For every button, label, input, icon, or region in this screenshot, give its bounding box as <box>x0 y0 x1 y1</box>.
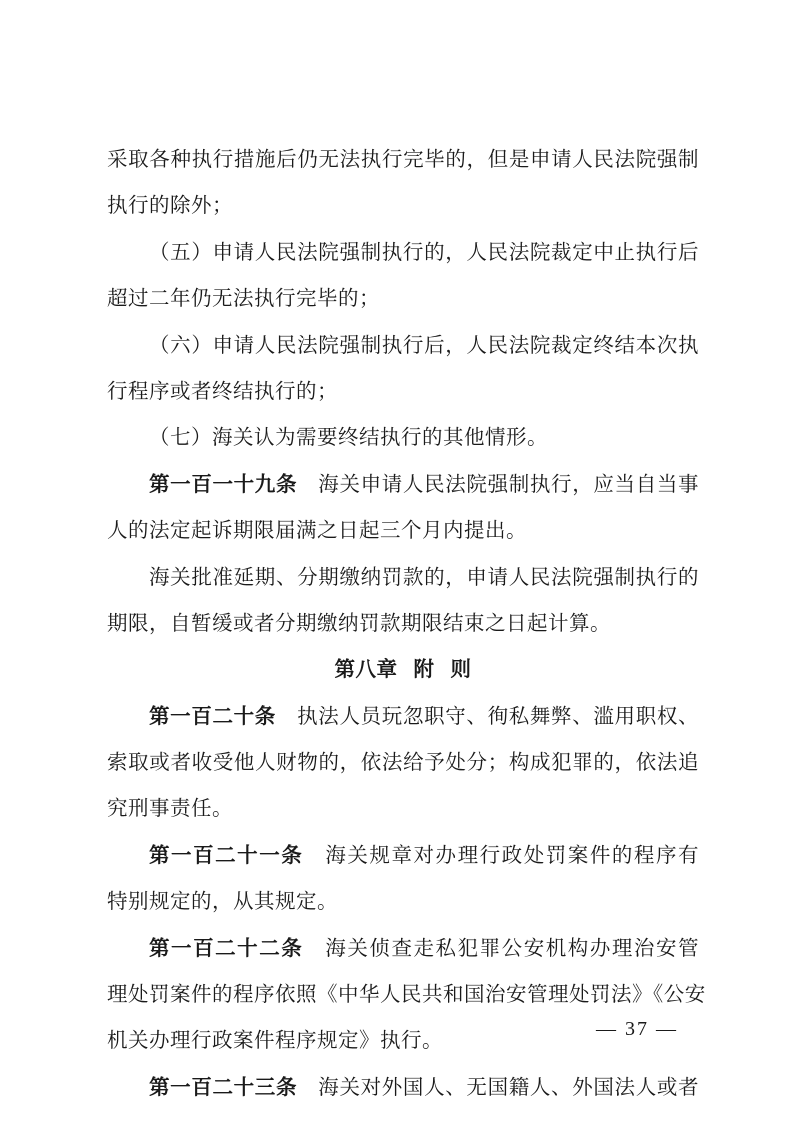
article-number: 第一百二十一条 <box>149 842 304 867</box>
text-line <box>107 554 699 600</box>
text-line <box>107 507 699 553</box>
line-text: （六）申请人民法院强制执行后，人民法院裁定终结本次执 <box>149 332 699 357</box>
line-text: （七）海关认为需要终结执行的其他情形。 <box>149 425 548 450</box>
text-line <box>107 368 699 414</box>
article-line <box>107 925 699 971</box>
text-line <box>107 739 699 785</box>
text-line <box>107 275 699 321</box>
text-line <box>107 600 699 646</box>
line-text: 期限，自暂缓或者分期缴纳罚款期限结束之日起计算。 <box>107 610 611 635</box>
line-text: 特别规定的，从其规定。 <box>107 889 338 914</box>
article-line <box>107 1064 699 1110</box>
text-line <box>107 136 699 182</box>
line-text: 海关侦查走私犯罪公安机构办理治安管 <box>325 935 700 960</box>
text-line <box>107 971 706 1017</box>
article-line <box>107 461 699 507</box>
text-line <box>107 322 699 368</box>
text-line <box>107 785 699 831</box>
text-line <box>107 414 699 460</box>
line-text: 究刑事责任。 <box>107 796 233 821</box>
line-text: 采取各种执行措施后仍无法执行完毕的，但是申请人民法院强制 <box>107 147 699 171</box>
line-text: 机关办理行政案件程序规定》执行。 <box>107 1028 443 1053</box>
text-line <box>107 878 699 924</box>
page-number: — 37 — <box>596 1018 678 1040</box>
heading-part: 第八章 <box>334 657 398 682</box>
line-text: 行程序或者终结执行的； <box>107 378 338 403</box>
heading-part: 附 <box>413 657 435 682</box>
article-number: 第一百一十九条 <box>149 471 298 496</box>
line-text: 索取或者收受他人财物的，依法给予处分；构成犯罪的，依法追 <box>107 750 699 775</box>
article-number: 第一百二十二条 <box>149 935 304 960</box>
line-text: 海关规章对办理行政处罚案件的程序有 <box>325 842 700 867</box>
text-line <box>107 229 699 275</box>
article-line <box>107 832 699 878</box>
article-line <box>107 693 699 739</box>
line-text: 执行的除外； <box>107 193 233 218</box>
line-text: 理处罚案件的程序依照《中华人民共和国治安管理处罚法》《公安 <box>107 982 706 1007</box>
article-number: 第一百二十条 <box>149 703 276 728</box>
line-text: 海关对外国人、无国籍人、外国法人或者 <box>318 1074 700 1099</box>
text-line <box>107 182 699 228</box>
article-number: 第一百二十三条 <box>149 1074 298 1099</box>
line-text: 人的法定起诉期限届满之日起三个月内提出。 <box>107 518 527 543</box>
line-text: 超过二年仍无法执行完毕的； <box>107 286 380 311</box>
chapter-heading <box>107 646 699 692</box>
heading-part: 则 <box>450 657 472 682</box>
line-text: （五）申请人民法院强制执行的，人民法院裁定中止执行后 <box>149 239 699 264</box>
line-text: 执法人员玩忽职守、徇私舞弊、滥用职权、 <box>297 703 700 728</box>
document-page <box>107 136 706 1110</box>
line-text: 海关批准延期、分期缴纳罚款的，申请人民法院强制执行的 <box>149 564 699 589</box>
line-text: 海关申请人民法院强制执行，应当自当事 <box>318 471 700 496</box>
